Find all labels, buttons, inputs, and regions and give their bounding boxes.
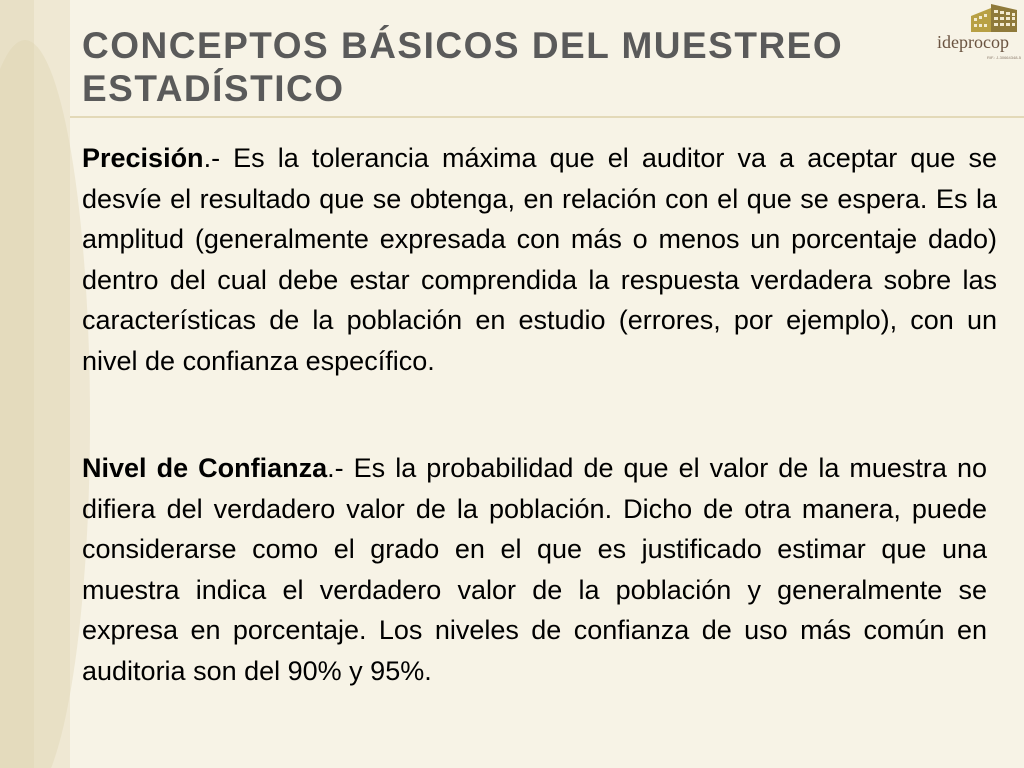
term-precision: Precisión (82, 143, 204, 173)
building-grid-icon (965, 2, 1021, 34)
logo-tagline: RIF.: J-30664348-5 (986, 55, 1021, 60)
definition-precision: .- Es la tolerancia máxima que el auditor va a aceptar que se desvíe el resultado que se obtenga, en relación con el que se espera. Es la amplitud (generalmente expresada con más o menos un porcentaje dado) dentro del cual debe estar comprendida la respuesta verdadera sobre las características de la población en estudio (errores, por ejemplo), con un nivel de confianza específico. (82, 143, 997, 376)
slide-title: CONCEPTOS BÁSICOS DEL MUESTREO ESTADÍSTICO (82, 25, 844, 109)
background-curve (0, 40, 90, 768)
definition-confidence-level: .- Es la probabilidad de que el valor de la muestra no difiera del verdadero valor de la población. Dicho de otra manera, puede considerarse como el grado en el que es justificado estimar que una muestra indica el verdadero valor de la población y generalmente se expresa en porcentaje. Los niveles de confianza de uso más común en auditoria son del 90% y 95%. (82, 453, 987, 686)
paragraph-confidence-level (82, 448, 987, 691)
title-divider (70, 116, 1024, 118)
term-confidence-level: Nivel de Confianza (82, 453, 328, 483)
paragraph-precision (82, 138, 997, 381)
logo-wordmark: ideprocop (937, 32, 1009, 52)
company-logo (925, 2, 1021, 64)
